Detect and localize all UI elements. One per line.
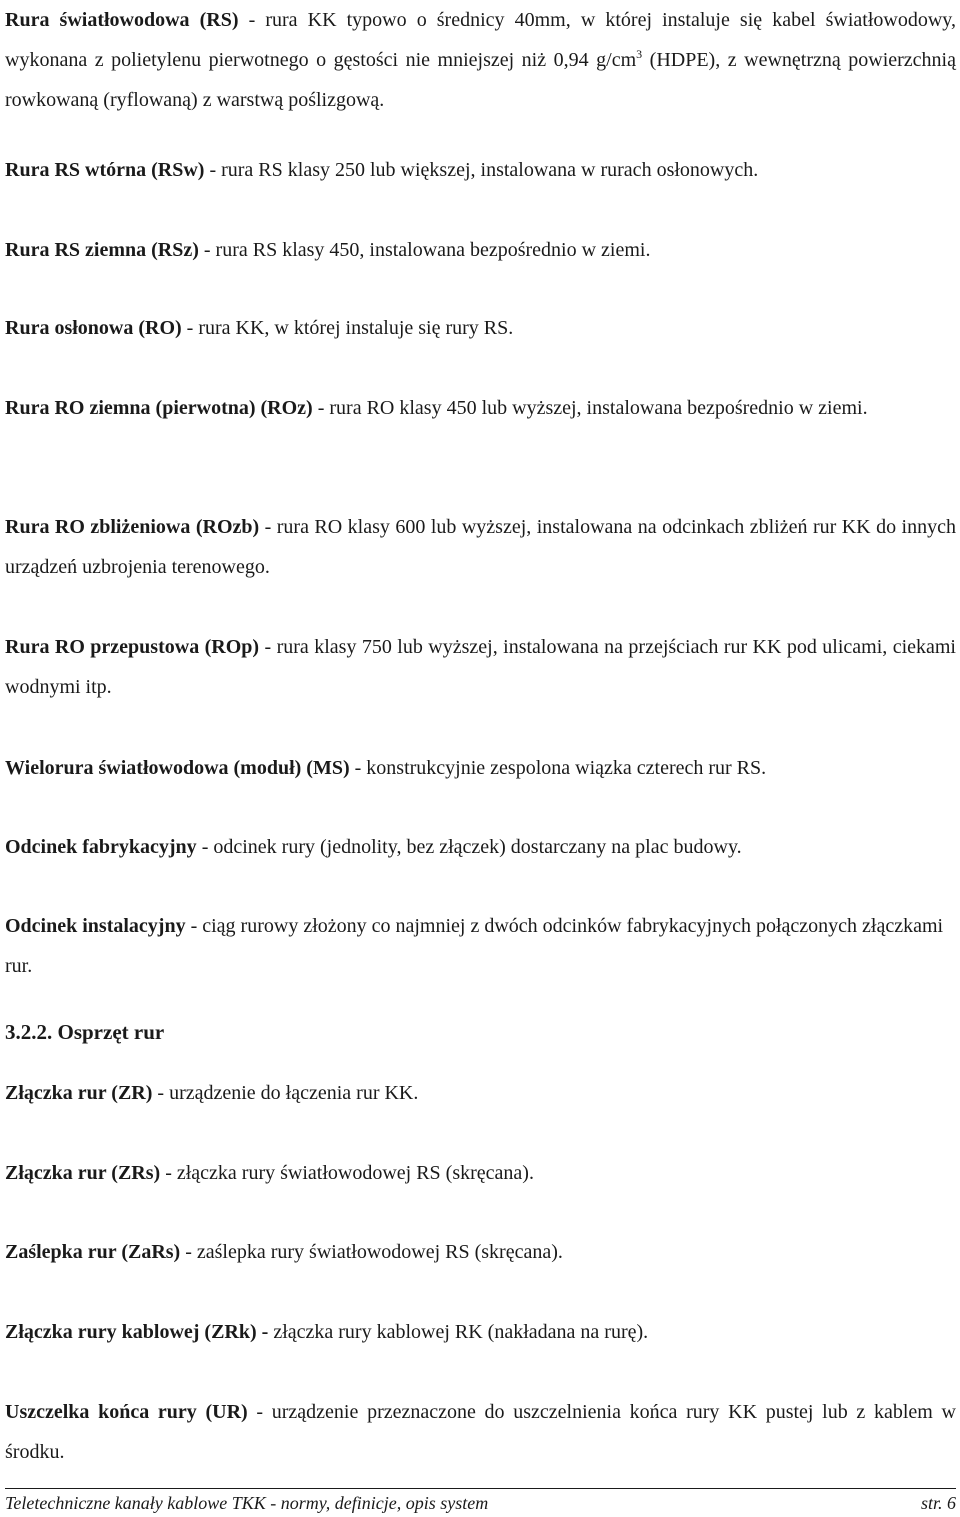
definition-text: - odcinek rury (jednolity, bez złączek) dostarczany na plac budowy. bbox=[196, 836, 742, 858]
accessory-term: Złączka rur (ZR) bbox=[5, 1082, 153, 1104]
definition-term: Rura RS ziemna (RSz) bbox=[5, 239, 199, 261]
footer-title: Teletechniczne kanały kablowe TKK - normy, definicje, opis system bbox=[5, 1493, 489, 1513]
definition-rs bbox=[5, 0, 956, 120]
accessory-zars bbox=[5, 1232, 956, 1272]
accessory-text: - zaślepka rury światłowodowej RS (skręcana). bbox=[180, 1241, 563, 1263]
accessory-term: Złączka rur (ZRs) bbox=[5, 1162, 161, 1184]
definition-rsz bbox=[5, 230, 956, 270]
definition-text: (HDPE), z wewnętrzną powierzchnią rowkowaną (ryflowaną) z warstwą poślizgową. bbox=[5, 49, 956, 111]
page-footer bbox=[5, 1488, 956, 1515]
accessory-term: Uszczelka końca rury (UR) bbox=[5, 1401, 248, 1423]
accessory-text: - urządzenie przeznaczone do uszczelnienia końca rury KK pustej lub z kablem w środku. bbox=[5, 1401, 956, 1463]
definition-term: Rura RO przepustowa (ROp) bbox=[5, 636, 260, 658]
definition-text: - konstrukcyjnie zespolona wiązka czterech rur RS. bbox=[349, 757, 767, 779]
accessory-zrs bbox=[5, 1153, 956, 1193]
definition-text: - rura RS klasy 250 lub większej, instalowana w rurach osłonowych. bbox=[204, 159, 759, 181]
definition-term: Wielorura światłowodowa (moduł) (MS) bbox=[5, 757, 350, 779]
accessory-term: Zaślepka rur (ZaRs) bbox=[5, 1241, 181, 1263]
definition-rop bbox=[5, 627, 956, 707]
definition-term: Rura osłonowa (RO) bbox=[5, 317, 182, 339]
definition-text: - ciąg rurowy złożony co najmniej z dwóch odcinków fabrykacyjnych połączonych złączkami rur. bbox=[5, 915, 944, 977]
accessory-text: - złączka rury światłowodowej RS (skręcana). bbox=[160, 1162, 534, 1184]
page-number: str. 6 bbox=[920, 1493, 956, 1513]
definition-term: Rura RS wtórna (RSw) bbox=[5, 159, 205, 181]
definition-odcinek-instalacyjny bbox=[5, 906, 956, 986]
definition-ms bbox=[5, 748, 956, 788]
definition-term: Odcinek fabrykacyjny bbox=[5, 836, 197, 858]
definition-term: Odcinek instalacyjny bbox=[5, 915, 186, 937]
definition-odcinek-fabrykacyjny bbox=[5, 827, 956, 867]
definition-term: Rura RO zbliżeniowa (ROzb) bbox=[5, 516, 260, 538]
definition-rsw bbox=[5, 150, 956, 190]
definition-text: - rura KK typowo o średnicy 40mm, w której instaluje się kabel światłowodowy, wykonana z polietylenu pierwotnego o gęstości nie mniejszej niż 0,94 g/cm bbox=[5, 9, 956, 71]
section-heading: 3.2.2. Osprzęt rur bbox=[5, 1020, 165, 1044]
superscript: 3 bbox=[636, 47, 643, 61]
definition-text: - rura RO klasy 450 lub wyższej, instalowana bezpośrednio w ziemi. bbox=[312, 397, 868, 419]
definition-text: - rura RS klasy 450, instalowana bezpośrednio w ziemi. bbox=[198, 239, 651, 261]
accessory-text: złączka rury kablowej RK (nakładana na rurę). bbox=[268, 1321, 649, 1343]
definition-term: Rura światłowodowa (RS) bbox=[5, 9, 239, 31]
accessory-zrk bbox=[5, 1312, 956, 1352]
accessory-term: Złączka rury kablowej (ZRk) - bbox=[5, 1321, 269, 1343]
accessory-text: - urządzenie do łączenia rur KK. bbox=[152, 1082, 419, 1104]
accessory-ur bbox=[5, 1392, 956, 1472]
definition-ro bbox=[5, 308, 956, 348]
definition-text: - rura KK, w której instaluje się rury RS. bbox=[181, 317, 514, 339]
definition-term: Rura RO ziemna (pierwotna) (ROz) bbox=[5, 397, 313, 419]
definition-roz bbox=[5, 388, 956, 428]
definition-text: - rura RO klasy 600 lub wyższej, instalowana na odcinkach zbliżeń rur KK do innych urządzeń uzbrojenia terenowego. bbox=[5, 516, 956, 578]
accessory-zr bbox=[5, 1073, 956, 1113]
definition-rozb bbox=[5, 507, 956, 587]
definition-text: - rura klasy 750 lub wyższej, instalowana na przejściach rur KK pod ulicami, ciekami wodnymi itp. bbox=[5, 636, 956, 698]
